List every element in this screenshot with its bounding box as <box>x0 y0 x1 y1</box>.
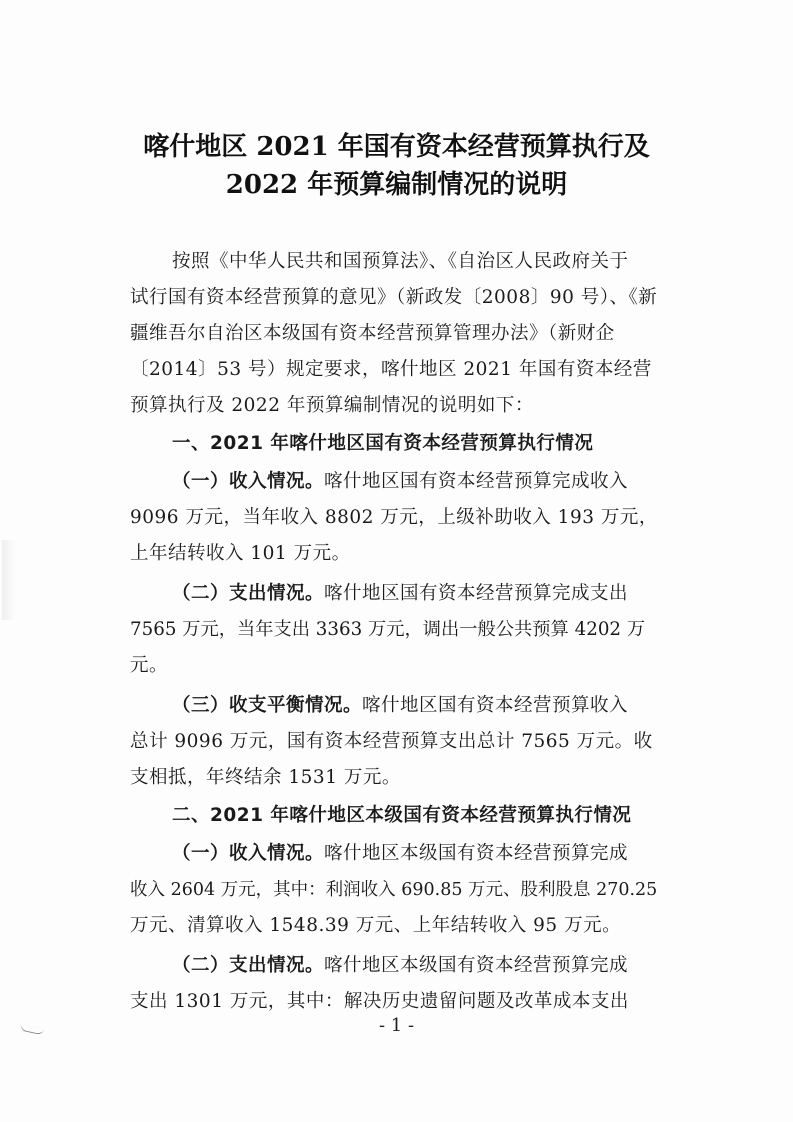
s1-expense-lead: （二）支出情况。 <box>172 583 325 604</box>
section-1-heading: 一、2021 年喀什地区国有资本经营预算执行情况 <box>172 433 594 454</box>
s1-balance-line-1 <box>172 694 660 718</box>
document-title-line-2: 2022 年预算编制情况的说明 <box>225 170 568 200</box>
s2-expense-text-1: 喀什地区本级国有资本经营预算完成 <box>324 955 629 976</box>
s2-expense-lead: （二）支出情况。 <box>172 955 325 976</box>
intro-line-1: 按照《中华人民共和国预算法》、《自治区人民政府关于 <box>172 251 629 272</box>
s1-balance-line-2: 总计 9096 万元，国有资本经营预算支出总计 7565 万元。收 <box>130 731 653 752</box>
s2-expense-line-2: 支出 1301 万元，其中：解决历史遗留问题及改革成本支出 <box>130 991 629 1012</box>
s1-balance-text-1: 喀什地区国有资本经营预算收入 <box>362 695 629 716</box>
s2-expense-line-1 <box>172 954 660 978</box>
document-title-line-1: 喀什地区 2021 年国有资本经营预算执行及 <box>143 132 650 162</box>
scan-margin-mark <box>20 1024 45 1036</box>
s1-expense-text-1: 喀什地区国有资本经营预算完成支出 <box>324 583 629 604</box>
intro-line-2: 试行国有资本经营预算的意见》（新政发〔2008〕90 号）、《新 <box>130 287 658 308</box>
s2-income-lead: （一）收入情况。 <box>172 843 325 864</box>
s1-income-text-1: 喀什地区国有资本经营预算完成收入 <box>324 471 629 492</box>
s2-income-line-2: 收入 2604 万元，其中：利润收入 690.85 万元、股利股息 270.25 <box>130 880 658 900</box>
s2-income-line-1 <box>172 842 660 866</box>
intro-line-5: 预算执行及 2022 年预算编制情况的说明如下： <box>130 395 534 416</box>
s1-balance-lead: （三）收支平衡情况。 <box>172 695 363 716</box>
s1-income-line-1 <box>172 470 660 494</box>
intro-line-3: 疆维吾尔自治区本级国有资本经营预算管理办法》（新财企 <box>130 323 615 344</box>
s1-expense-line-1 <box>172 582 660 606</box>
s1-income-line-2: 9096 万元，当年收入 8802 万元，上级补助收入 193 万元， <box>130 507 658 528</box>
section-2-heading: 二、2021 年喀什地区本级国有资本经营预算执行情况 <box>172 805 632 826</box>
page-number: - 1 - <box>378 1015 415 1036</box>
intro-line-4: 〔2014〕53 号）规定要求，喀什地区 2021 年国有资本经营 <box>130 359 652 380</box>
s2-income-line-3: 万元、清算收入 1548.39 万元、上年结转收入 95 万元。 <box>130 915 622 936</box>
s1-income-lead: （一）收入情况。 <box>172 471 325 492</box>
s1-income-line-3: 上年结转收入 101 万元。 <box>130 543 351 564</box>
scan-edge-shadow <box>2 540 16 620</box>
s1-expense-line-2: 7565 万元，当年支出 3363 万元，调出一般公共预算 4202 万 <box>130 619 646 640</box>
s1-balance-line-3: 支相抵，年终结余 1531 万元。 <box>130 767 401 788</box>
s2-income-text-1: 喀什地区本级国有资本经营预算完成 <box>324 843 629 864</box>
s1-expense-line-3: 元。 <box>130 655 169 676</box>
